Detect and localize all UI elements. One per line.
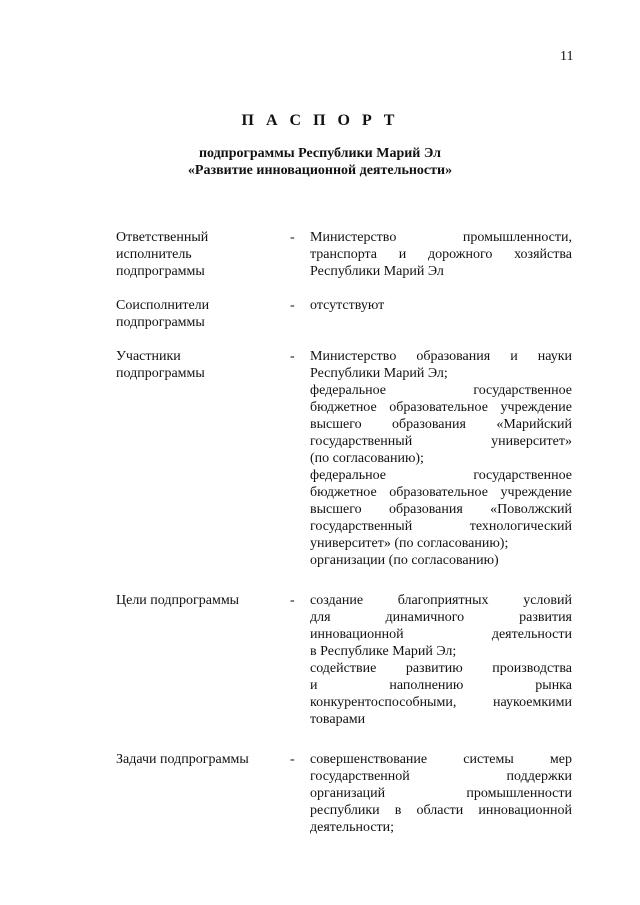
row-value	[310, 348, 572, 569]
value-line: транспорта и дорожного хозяйства	[310, 247, 572, 262]
passport-row-participants	[116, 348, 572, 569]
value-line: федеральное государственное	[310, 383, 572, 398]
value-line: федеральное государственное	[310, 468, 572, 483]
value-line: организации (по согласованию)	[310, 553, 499, 568]
label-line: Задачи подпрограммы	[116, 752, 249, 767]
passport-row-coexecutors	[116, 297, 572, 331]
row-label	[116, 297, 290, 331]
value-line: в Республике Марий Эл;	[310, 644, 457, 659]
value-line: Республики Марий Эл	[310, 264, 444, 279]
value-line: (по согласованию);	[310, 451, 424, 466]
label-line: подпрограммы	[116, 315, 205, 330]
label-line: Ответственный	[116, 230, 209, 245]
value-line: государственный технологический	[310, 519, 572, 534]
value-line: организаций промышленности	[310, 786, 572, 801]
label-line: исполнитель	[116, 247, 192, 262]
label-line: Цели подпрограммы	[116, 593, 240, 608]
value-line: деятельности;	[310, 820, 395, 835]
value-line: университет» (по согласованию);	[310, 536, 509, 551]
value-line: бюджетное образовательное учреждение	[310, 485, 572, 500]
passport-subtitle	[0, 145, 640, 179]
label-line: Соисполнители	[116, 298, 210, 313]
row-label	[116, 751, 290, 768]
value-line: республики в области инновационной	[310, 803, 572, 818]
value-line: и наполнению рынка	[310, 678, 572, 693]
value-line: высшего образования «Марийский	[310, 417, 572, 432]
row-dash: -	[290, 230, 295, 245]
value-line: создание благоприятных условий	[310, 593, 572, 608]
label-line: Участники	[116, 349, 181, 364]
passport-row-goals	[116, 592, 572, 728]
value-line: бюджетное образовательное учреждение	[310, 400, 572, 415]
label-line: подпрограммы	[116, 264, 205, 279]
value-line: Республики Марий Эл;	[310, 366, 448, 381]
value-line: отсутствуют	[310, 298, 385, 313]
row-value	[310, 229, 572, 280]
value-line: высшего образования «Поволжский	[310, 502, 572, 517]
label-line: подпрограммы	[116, 366, 205, 381]
value-line: содействие развитию производства	[310, 661, 572, 676]
page-number: 11	[560, 49, 574, 64]
row-dash: -	[290, 349, 295, 364]
row-label	[116, 592, 290, 609]
row-label	[116, 229, 290, 280]
value-line: конкурентоспособными, наукоемкими	[310, 695, 572, 710]
value-line: Министерство образования и науки	[310, 349, 572, 364]
value-line: для динамичного развития	[310, 610, 572, 625]
row-dash: -	[290, 593, 295, 608]
value-line: государственный университет»	[310, 434, 572, 449]
passport-row-responsible	[116, 229, 572, 280]
passport-table	[116, 229, 572, 836]
row-dash: -	[290, 298, 295, 313]
row-dash: -	[290, 752, 295, 767]
row-value	[310, 297, 572, 314]
row-value	[310, 592, 572, 728]
value-line: товарами	[310, 712, 366, 727]
value-line: государственной поддержки	[310, 769, 572, 784]
subtitle-line: подпрограммы Республики Марий Эл	[198, 146, 442, 161]
value-line: Министерство промышленности,	[310, 230, 572, 245]
value-line: инновационной деятельности	[310, 627, 572, 642]
passport-title: П А С П О Р Т	[241, 112, 399, 129]
row-value	[310, 751, 572, 836]
value-line: совершенствование системы мер	[310, 752, 572, 767]
row-label	[116, 348, 290, 382]
passport-row-tasks	[116, 751, 572, 836]
subtitle-line: «Развитие инновационной деятельности»	[187, 163, 453, 178]
